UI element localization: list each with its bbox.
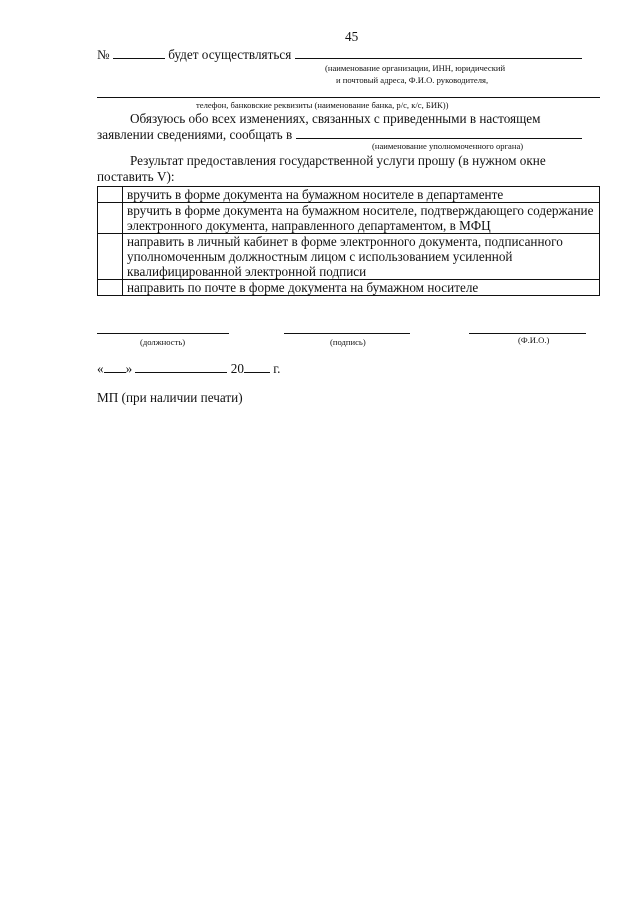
stamp-note: МП (при наличии печати) [97,390,243,405]
commit-line-2-text: заявлении сведениями, сообщать в [97,127,293,142]
caption-position: (должность) [140,337,186,347]
caption-name: (Ф.И.О.) [518,335,550,345]
name-field[interactable] [469,333,586,334]
option-label: вручить в форме документа на бумажном носителе, подтверждающего содержание электронного документа, направленного департаментом, в МФЦ [123,203,600,234]
year-field[interactable] [244,361,270,373]
option-checkbox[interactable] [98,234,123,280]
table-row [98,203,600,234]
number-sign: № [97,47,110,62]
date-line [97,361,280,377]
close-quote: » [125,361,133,376]
org-details-field[interactable] [97,97,600,98]
year-suffix: г. [273,361,281,376]
option-checkbox[interactable] [98,280,123,296]
caption-authority: (наименование уполномоченного органа) [372,141,524,151]
option-checkbox[interactable] [98,203,123,234]
provider-label: будет осуществляться [168,47,292,62]
option-label: направить в личный кабинет в форме электронного документа, подписанного уполномоченным должностным лицом с использованием усиленной квалифицированной электронной подписи [123,234,600,280]
provider-field[interactable] [295,47,582,59]
caption-org-3: телефон, банковские реквизиты (наименование банка, р/с, к/с, БИК)) [196,100,449,110]
table-row [98,234,600,280]
caption-signature: (подпись) [330,337,366,347]
open-quote: « [97,361,104,376]
option-checkbox[interactable] [98,187,123,203]
commit-line-1: Обязуюсь обо всех изменениях, связанных с приведенными в настоящем [130,111,541,126]
option-label: вручить в форме документа на бумажном носителе в департаменте [123,187,600,203]
table-row [98,280,600,296]
caption-org-2: и почтовый адреса, Ф.И.О. руководителя, [336,75,489,85]
signature-field[interactable] [284,333,410,334]
position-field[interactable] [97,333,229,334]
result-line-2: поставить V): [97,169,175,184]
table-row [98,187,600,203]
month-field[interactable] [135,361,227,373]
option-label: направить по почте в форме документа на бумажном носителе [123,280,600,296]
delivery-options-table [97,186,600,296]
authority-field[interactable] [296,127,582,139]
day-field[interactable] [104,361,126,373]
year-prefix: 20 [230,361,244,376]
page-number: 45 [345,29,359,44]
line-number-provider [97,47,582,63]
result-line-1: Результат предоставления государственной услуги прошу (в нужном окне [130,153,546,168]
number-field[interactable] [113,47,165,59]
caption-org-1: (наименование организации, ИНН, юридический [325,63,506,73]
